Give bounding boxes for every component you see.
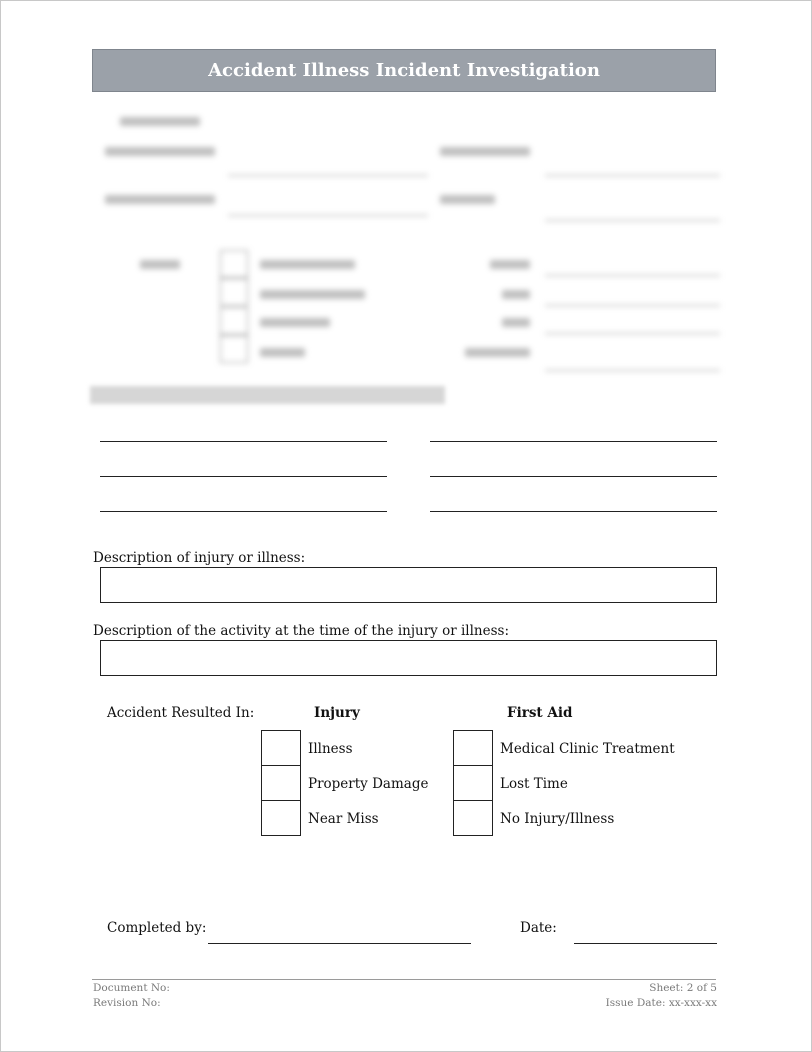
blank-line[interactable] — [100, 441, 387, 442]
document-no: Document No: — [93, 982, 170, 994]
property-damage-option-label: Property Damage — [308, 776, 429, 792]
lost-time-option-label: Lost Time — [500, 776, 568, 792]
near-miss-option-label: Near Miss — [308, 811, 379, 827]
form-title: Accident Illness Incident Investigation — [208, 60, 600, 81]
blank-line[interactable] — [430, 476, 717, 477]
lost-time-checkbox[interactable] — [453, 765, 493, 801]
completed-by-label: Completed by: — [107, 920, 207, 936]
revision-no: Revision No: — [93, 997, 161, 1009]
completed-by-line[interactable] — [208, 943, 471, 944]
date-line[interactable] — [574, 943, 717, 944]
accident-resulted-label: Accident Resulted In: — [107, 705, 255, 721]
injury-description-field[interactable] — [100, 567, 717, 603]
date-label: Date: — [520, 920, 557, 936]
activity-description-label: Description of the activity at the time of the injury or illness: — [93, 623, 510, 639]
blank-line[interactable] — [100, 476, 387, 477]
no-injury-option-label: No Injury/Illness — [500, 811, 615, 827]
illness-option-label: Illness — [308, 741, 353, 757]
sheet-number: Sheet: 2 of 5 — [649, 982, 717, 994]
medical-clinic-option-label: Medical Clinic Treatment — [500, 741, 675, 757]
blurred-section — [90, 105, 730, 405]
property-damage-checkbox[interactable] — [261, 765, 301, 801]
form-title-bar — [92, 49, 716, 92]
injury-heading: Injury — [314, 705, 360, 721]
blurred-strip — [90, 386, 445, 404]
activity-description-field[interactable] — [100, 640, 717, 676]
footer-divider — [92, 979, 716, 980]
no-injury-checkbox[interactable] — [453, 800, 493, 836]
illness-checkbox[interactable] — [261, 730, 301, 766]
blank-line[interactable] — [430, 511, 717, 512]
near-miss-checkbox[interactable] — [261, 800, 301, 836]
first-aid-heading: First Aid — [507, 705, 573, 721]
issue-date: Issue Date: xx-xxx-xx — [605, 997, 717, 1009]
medical-clinic-checkbox[interactable] — [453, 730, 493, 766]
blank-line[interactable] — [100, 511, 387, 512]
blank-line[interactable] — [430, 441, 717, 442]
injury-description-label: Description of injury or illness: — [93, 550, 306, 566]
